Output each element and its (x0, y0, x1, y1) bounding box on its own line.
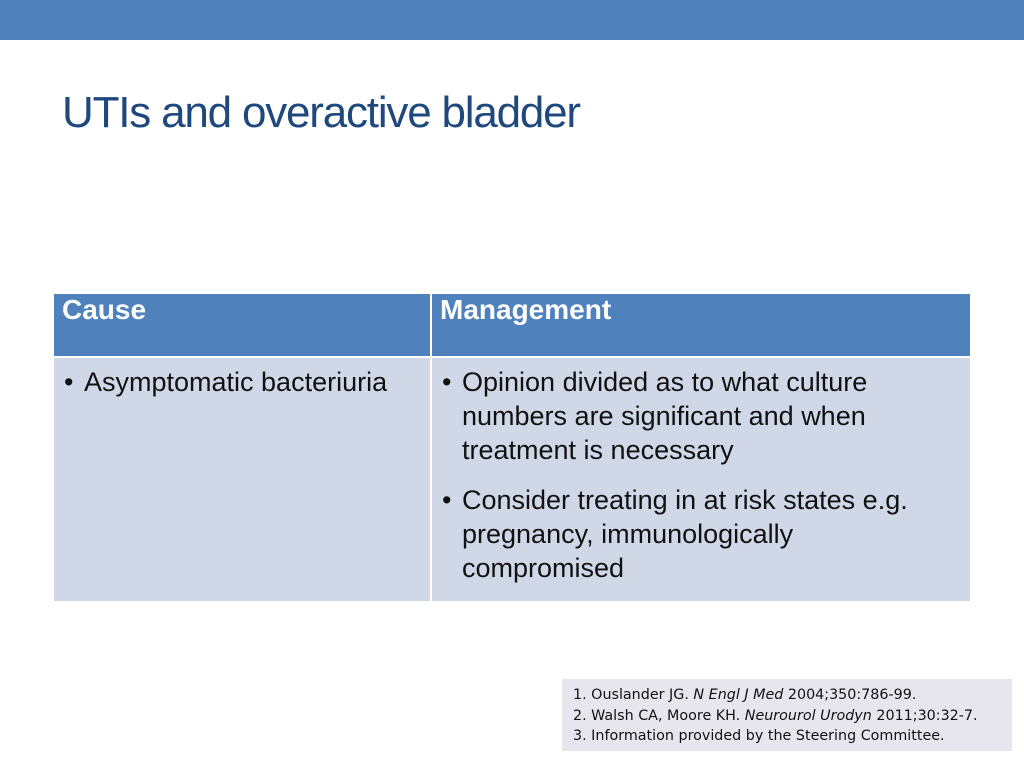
top-accent-bar (0, 0, 1024, 40)
table-row (53, 357, 971, 602)
header-management: Management (431, 293, 971, 357)
cause-cell (53, 357, 431, 602)
references-box (562, 679, 1012, 751)
slide-title: UTIs and overactive bladder (62, 88, 580, 137)
cause-bullet: • Asymptomatic bacteriuria (62, 365, 422, 399)
management-bullet: • Consider treating in at risk states e.g. pregnancy, immunologically compromised (440, 483, 962, 585)
journal-name: N Engl J Med (693, 687, 784, 703)
reference-item: 3. Information provided by the Steering Committee. (573, 728, 945, 744)
management-bullet: • Opinion divided as to what culture numbers are significant and when treatment is necessary (440, 365, 962, 467)
table-header-row (53, 293, 971, 357)
reference-item: 1. Ouslander JG. N Engl J Med 2004;350:786-99. (573, 687, 917, 703)
journal-name: Neurourol Urodyn (744, 707, 872, 724)
management-cell (431, 357, 971, 602)
reference-item: 2. Walsh CA, Moore KH. Neurourol Urodyn 2011;30:32-7. (573, 707, 978, 724)
header-cause: Cause (53, 293, 431, 357)
cause-management-table (52, 292, 970, 603)
